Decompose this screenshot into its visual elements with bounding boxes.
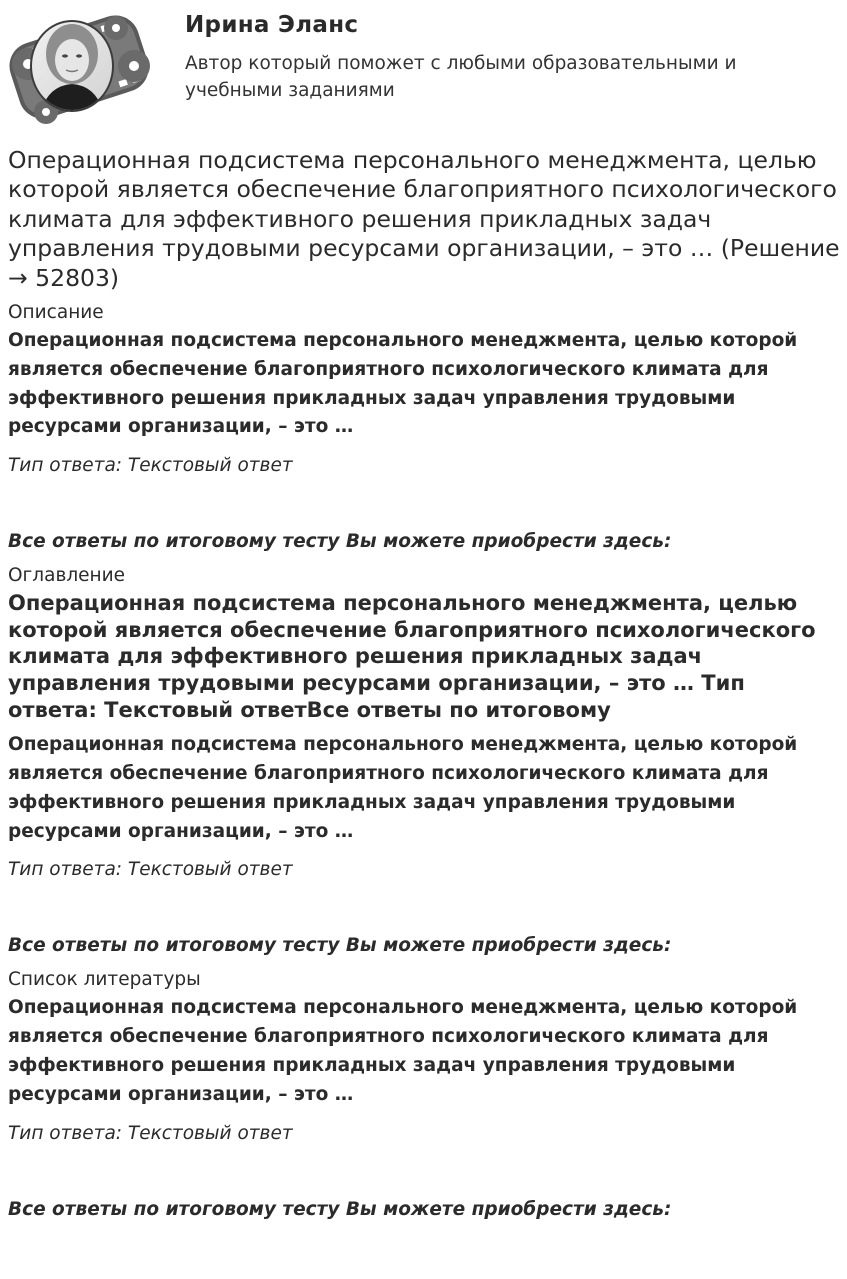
description-section — [8, 301, 840, 554]
toc-question: Операционная подсистема персонального менеджмента, целью которой является обеспечение благоприятного психологического климата для эффективного решения прикладных задач управления трудовыми ресурсами организации, – это … — [8, 734, 798, 842]
references-section — [8, 968, 840, 1221]
section-label-description: Описание — [8, 302, 104, 324]
author-header — [0, 0, 847, 140]
main-content — [8, 146, 840, 1222]
description-buy-note: Все ответы по итоговому тесту Вы можете приобрести здесь: — [8, 531, 672, 553]
toc-answer-type: Тип ответа: Текстовый ответ — [8, 859, 293, 881]
author-name: Ирина Эланс — [185, 12, 359, 38]
description-answer-type: Тип ответа: Текстовый ответ — [8, 455, 293, 477]
toc-heading: Операционная подсистема персонального менеджмента, целью которой является обеспечение благоприятного психологического климата для эффективного решения прикладных задач управления трудовыми ресурсами организации, – это … Тип ответа: Текстовый ответВсе ответы по итоговому — [8, 591, 816, 722]
references-answer-type: Тип ответа: Текстовый ответ — [8, 1122, 293, 1144]
references-question: Операционная подсистема персонального менеджмента, целью которой является обеспечение благоприятного психологического климата для эффективного решения прикладных задач управления трудовыми ресурсами организации, – это … — [8, 997, 798, 1105]
toc-buy-note: Все ответы по итоговому тесту Вы можете приобрести здесь: — [8, 935, 672, 957]
description-question: Операционная подсистема персонального менеджмента, целью которой является обеспечение благоприятного психологического климата для эффективного решения прикладных задач управления трудовыми ресурсами организации, – это … — [8, 330, 798, 438]
section-label-references: Список литературы — [8, 969, 201, 991]
page-title: Операционная подсистема персонального менеджмента, целью которой является обеспечение благоприятного психологического климата для эффективного решения прикладных задач управления трудовыми ресурсами организации, – это … (Решение → 52803) — [8, 146, 840, 292]
avatar — [6, 6, 152, 128]
section-label-toc: Оглавление — [8, 565, 126, 587]
author-description: Автор который поможет с любыми образовательными и учебными заданиями — [185, 53, 737, 101]
toc-section — [8, 564, 840, 958]
avatar-film-frame-icon — [6, 6, 152, 128]
references-buy-note: Все ответы по итоговому тесту Вы можете приобрести здесь: — [8, 1198, 672, 1220]
